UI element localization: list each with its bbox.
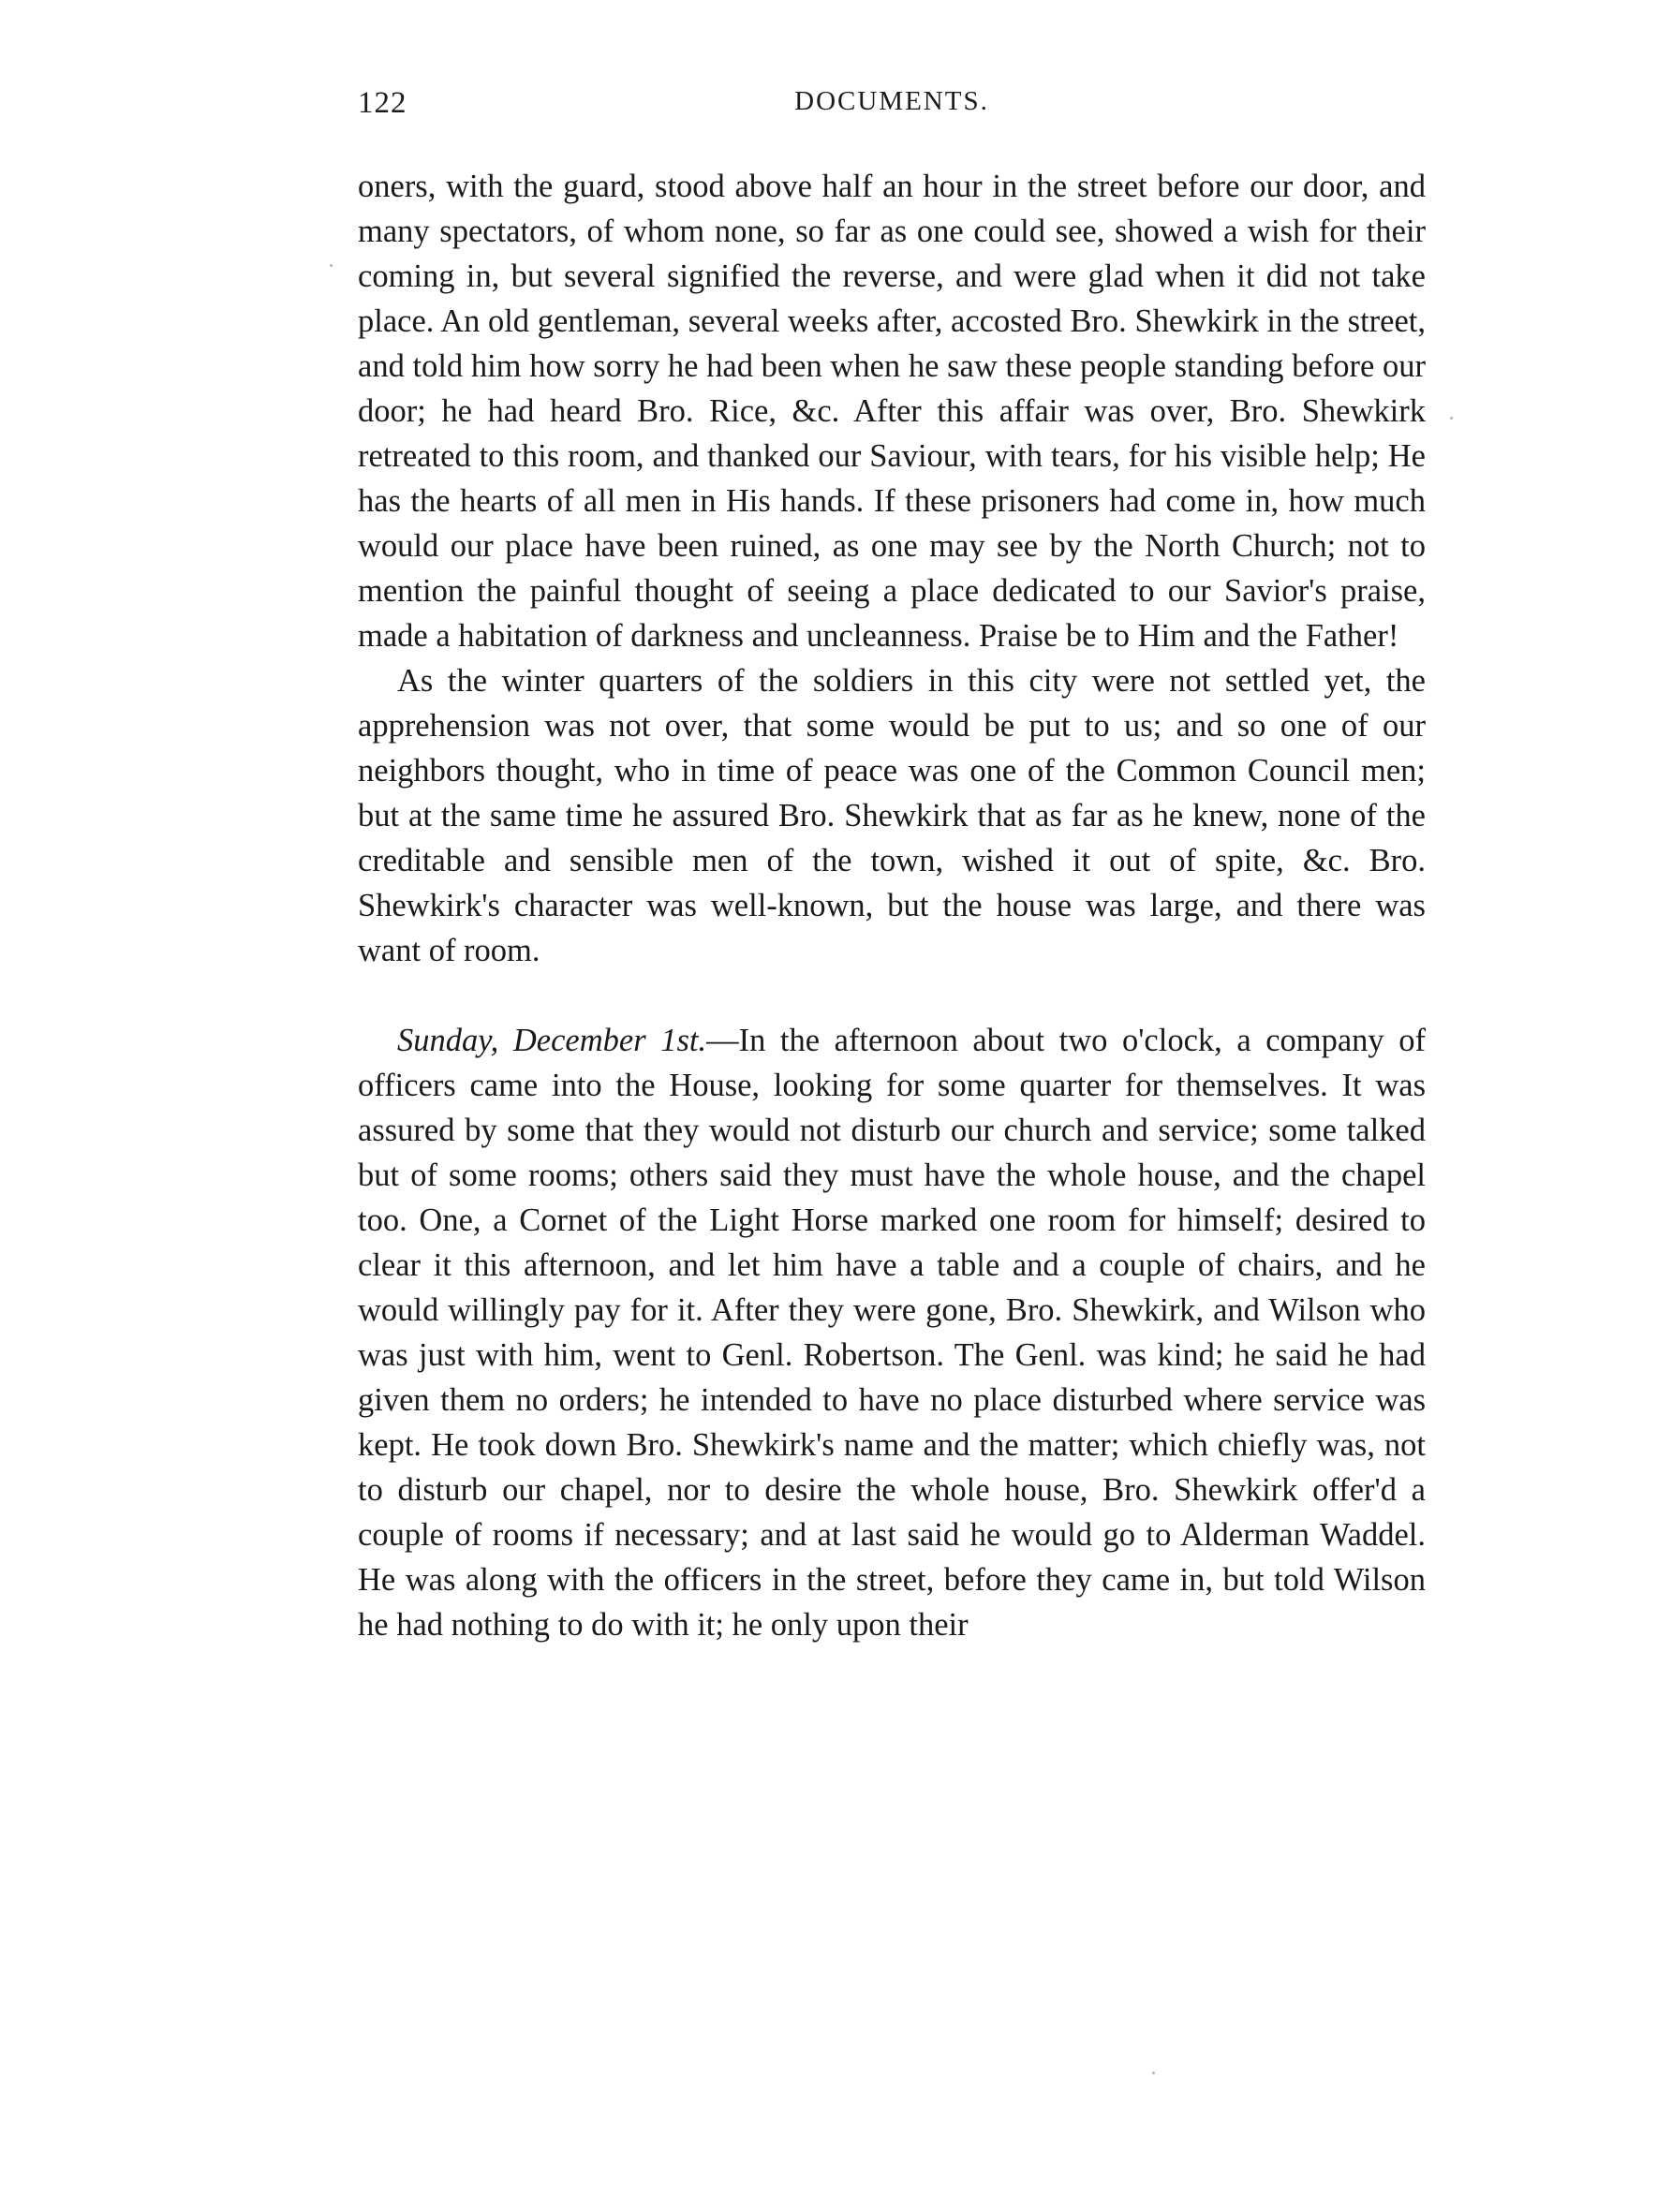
body-text [358, 164, 1426, 1647]
scan-speck [330, 264, 333, 267]
paragraph-continued: oners, with the guard, stood above half an hour in the street before our door, and many spectators, of whom none, so far as one could see, showed a wish for their coming in, but several signified the reverse, and were glad when it did not take place. An old gentleman, several weeks after, accosted Bro. Shewkirk in the street, and told him how sorry he had been when he saw these people standing before our door; he had heard Bro. Rice, &c. After this affair was over, Bro. Shewkirk retreated to this room, and thanked our Saviour, with tears, for his visible help; He has the hearts of all men in His hands. If these prisoners had come in, how much would our place have been ruined, as one may see by the North Church; not to mention the painful thought of seeing a place dedicated to our Savior's praise, made a habitation of darkness and uncleanness. Praise be to Him and the Father! [358, 169, 1426, 654]
paragraph-december-first [358, 1018, 1426, 1647]
scan-speck [1152, 2072, 1155, 2074]
entry-text: —In the afternoon about two o'clock, a company of officers came into the House, looking for some quarter for themselves. It was assured by some that they would not disturb our church and service; some talked but of some rooms; others said they must have the whole house, and the chapel too. One, a Cornet of the Light Horse marked one room for himself; desired to clear it this afternoon, and let him have a table and a couple of chairs, and he would willingly pay for it. After they were gone, Bro. Shewkirk, and Wilson who was just with him, went to Genl. Robertson. The Genl. was kind; he said he had given them no orders; he intended to have no place disturbed where service was kept. He took down Bro. Shewkirk's name and the matter; which chiefly was, not to disturb our chapel, nor to desire the whole house, Bro. Shewkirk offer'd a couple of rooms if necessary; and at last said he would go to Alderman Waddel. He was along with the officers in the street, before they came in, but told Wilson he had nothing to do with it; he only upon their [358, 1023, 1426, 1643]
paragraph-winter-quarters: As the winter quarters of the soldiers in this city were not settled yet, the apprehension was not over, that some would be put to us; and so one of our neighbors thought, who in time of peace was one of the Common Council men; but at the same time he assured Bro. Shewkirk that as far as he knew, none of the creditable and sensible men of the town, wished it out of spite, &c. Bro. Shewkirk's character was well-known, but the house was large, and there was want of room. [358, 663, 1426, 968]
running-title: DOCUMENTS. [794, 86, 989, 116]
scan-speck [1450, 417, 1453, 420]
running-head [358, 86, 1426, 133]
page-number: 122 [358, 86, 407, 120]
entry-date: Sunday, December 1st. [397, 1023, 707, 1058]
